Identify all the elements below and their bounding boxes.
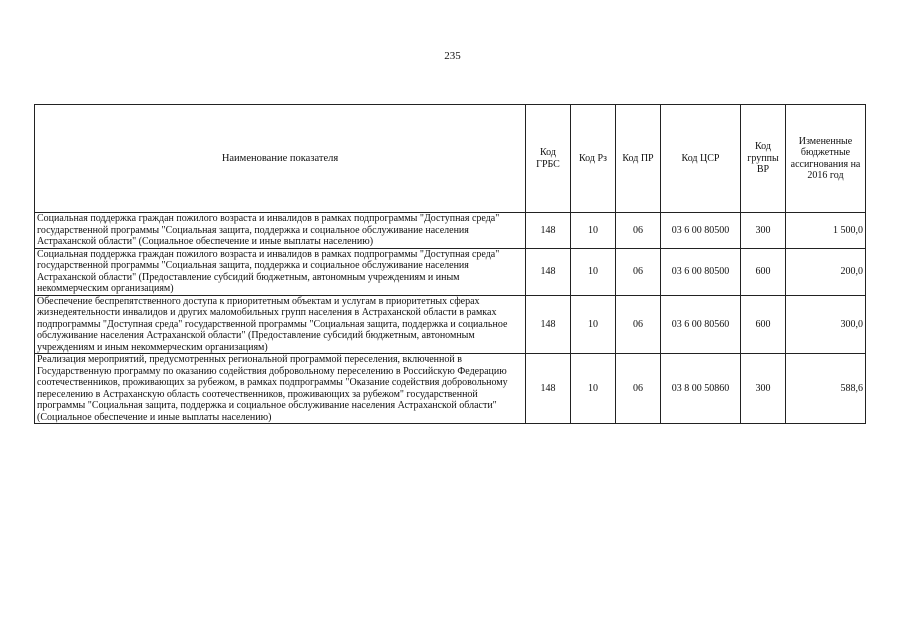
header-rz: Код Рз bbox=[571, 105, 616, 213]
table-row bbox=[35, 354, 866, 424]
row-vr: 600 bbox=[741, 295, 786, 354]
row-rz: 10 bbox=[571, 213, 616, 249]
row-grbs: 148 bbox=[526, 295, 571, 354]
row-pr: 06 bbox=[616, 354, 661, 424]
row-csr: 03 6 00 80560 bbox=[661, 295, 741, 354]
row-rz: 10 bbox=[571, 248, 616, 295]
row-rz: 10 bbox=[571, 295, 616, 354]
table-header-row bbox=[35, 105, 866, 213]
row-grbs: 148 bbox=[526, 213, 571, 249]
table-row bbox=[35, 295, 866, 354]
header-name: Наименование показателя bbox=[35, 105, 526, 213]
page-number: 235 bbox=[444, 50, 461, 62]
row-pr: 06 bbox=[616, 248, 661, 295]
row-csr: 03 6 00 80500 bbox=[661, 213, 741, 249]
row-csr: 03 6 00 80500 bbox=[661, 248, 741, 295]
row-amount: 588,6 bbox=[786, 354, 866, 424]
row-csr: 03 8 00 50860 bbox=[661, 354, 741, 424]
header-csr: Код ЦСР bbox=[661, 105, 741, 213]
row-vr: 300 bbox=[741, 354, 786, 424]
row-pr: 06 bbox=[616, 213, 661, 249]
header-vr: Код группы ВР bbox=[741, 105, 786, 213]
row-name: Обеспечение беспрепятственного доступа к приоритетным объектам и услугам в приоритетных сферах жизнедеятельности инвалидов и других маломобильных групп населения в Астраханской области в рамках подпрограммы "Доступная среда" государственной программы "Социальная защита, поддержка и социальное обслуживание населения Астраханской области" (Предоставление субсидий бюджетным, автономным учреждениям и иным некоммерческим организациям) bbox=[35, 295, 526, 354]
row-name: Реализация мероприятий, предусмотренных региональной программой переселения, включенной в Государственную программу по оказанию содействия добровольному переселению в Российскую Федерацию соотечественников, проживающих за рубежом, в рамках подпрограммы "Оказание содействия добровольному переселению в Астраханскую область соотечественников, проживающих за рубежом" государственной программы "Социальная защита, поддержка и социальное обслуживание населения Астраханской области" (Социальное обеспечение и иные выплаты населению) bbox=[35, 354, 526, 424]
row-amount: 1 500,0 bbox=[786, 213, 866, 249]
row-rz: 10 bbox=[571, 354, 616, 424]
header-amount: Измененные бюджетные ассигнования на 2016 год bbox=[786, 105, 866, 213]
header-grbs: Код ГРБС bbox=[526, 105, 571, 213]
budget-table bbox=[34, 104, 866, 424]
table-row bbox=[35, 213, 866, 249]
row-amount: 200,0 bbox=[786, 248, 866, 295]
row-vr: 300 bbox=[741, 213, 786, 249]
row-name: Социальная поддержка граждан пожилого возраста и инвалидов в рамках подпрограммы "Доступная среда" государственной программы "Социальная защита, поддержка и социальное обслуживание населения Астраханской области" (Предоставление субсидий бюджетным, автономным учреждениям и иным некоммерческим организациям) bbox=[35, 248, 526, 295]
table-row bbox=[35, 248, 866, 295]
header-pr: Код ПР bbox=[616, 105, 661, 213]
row-name: Социальная поддержка граждан пожилого возраста и инвалидов в рамках подпрограммы "Доступная среда" государственной программы "Социальная защита, поддержка и социальное обслуживание населения Астраханской области" (Социальное обеспечение и иные выплаты населению) bbox=[35, 213, 526, 249]
row-pr: 06 bbox=[616, 295, 661, 354]
row-grbs: 148 bbox=[526, 248, 571, 295]
row-grbs: 148 bbox=[526, 354, 571, 424]
row-amount: 300,0 bbox=[786, 295, 866, 354]
row-vr: 600 bbox=[741, 248, 786, 295]
